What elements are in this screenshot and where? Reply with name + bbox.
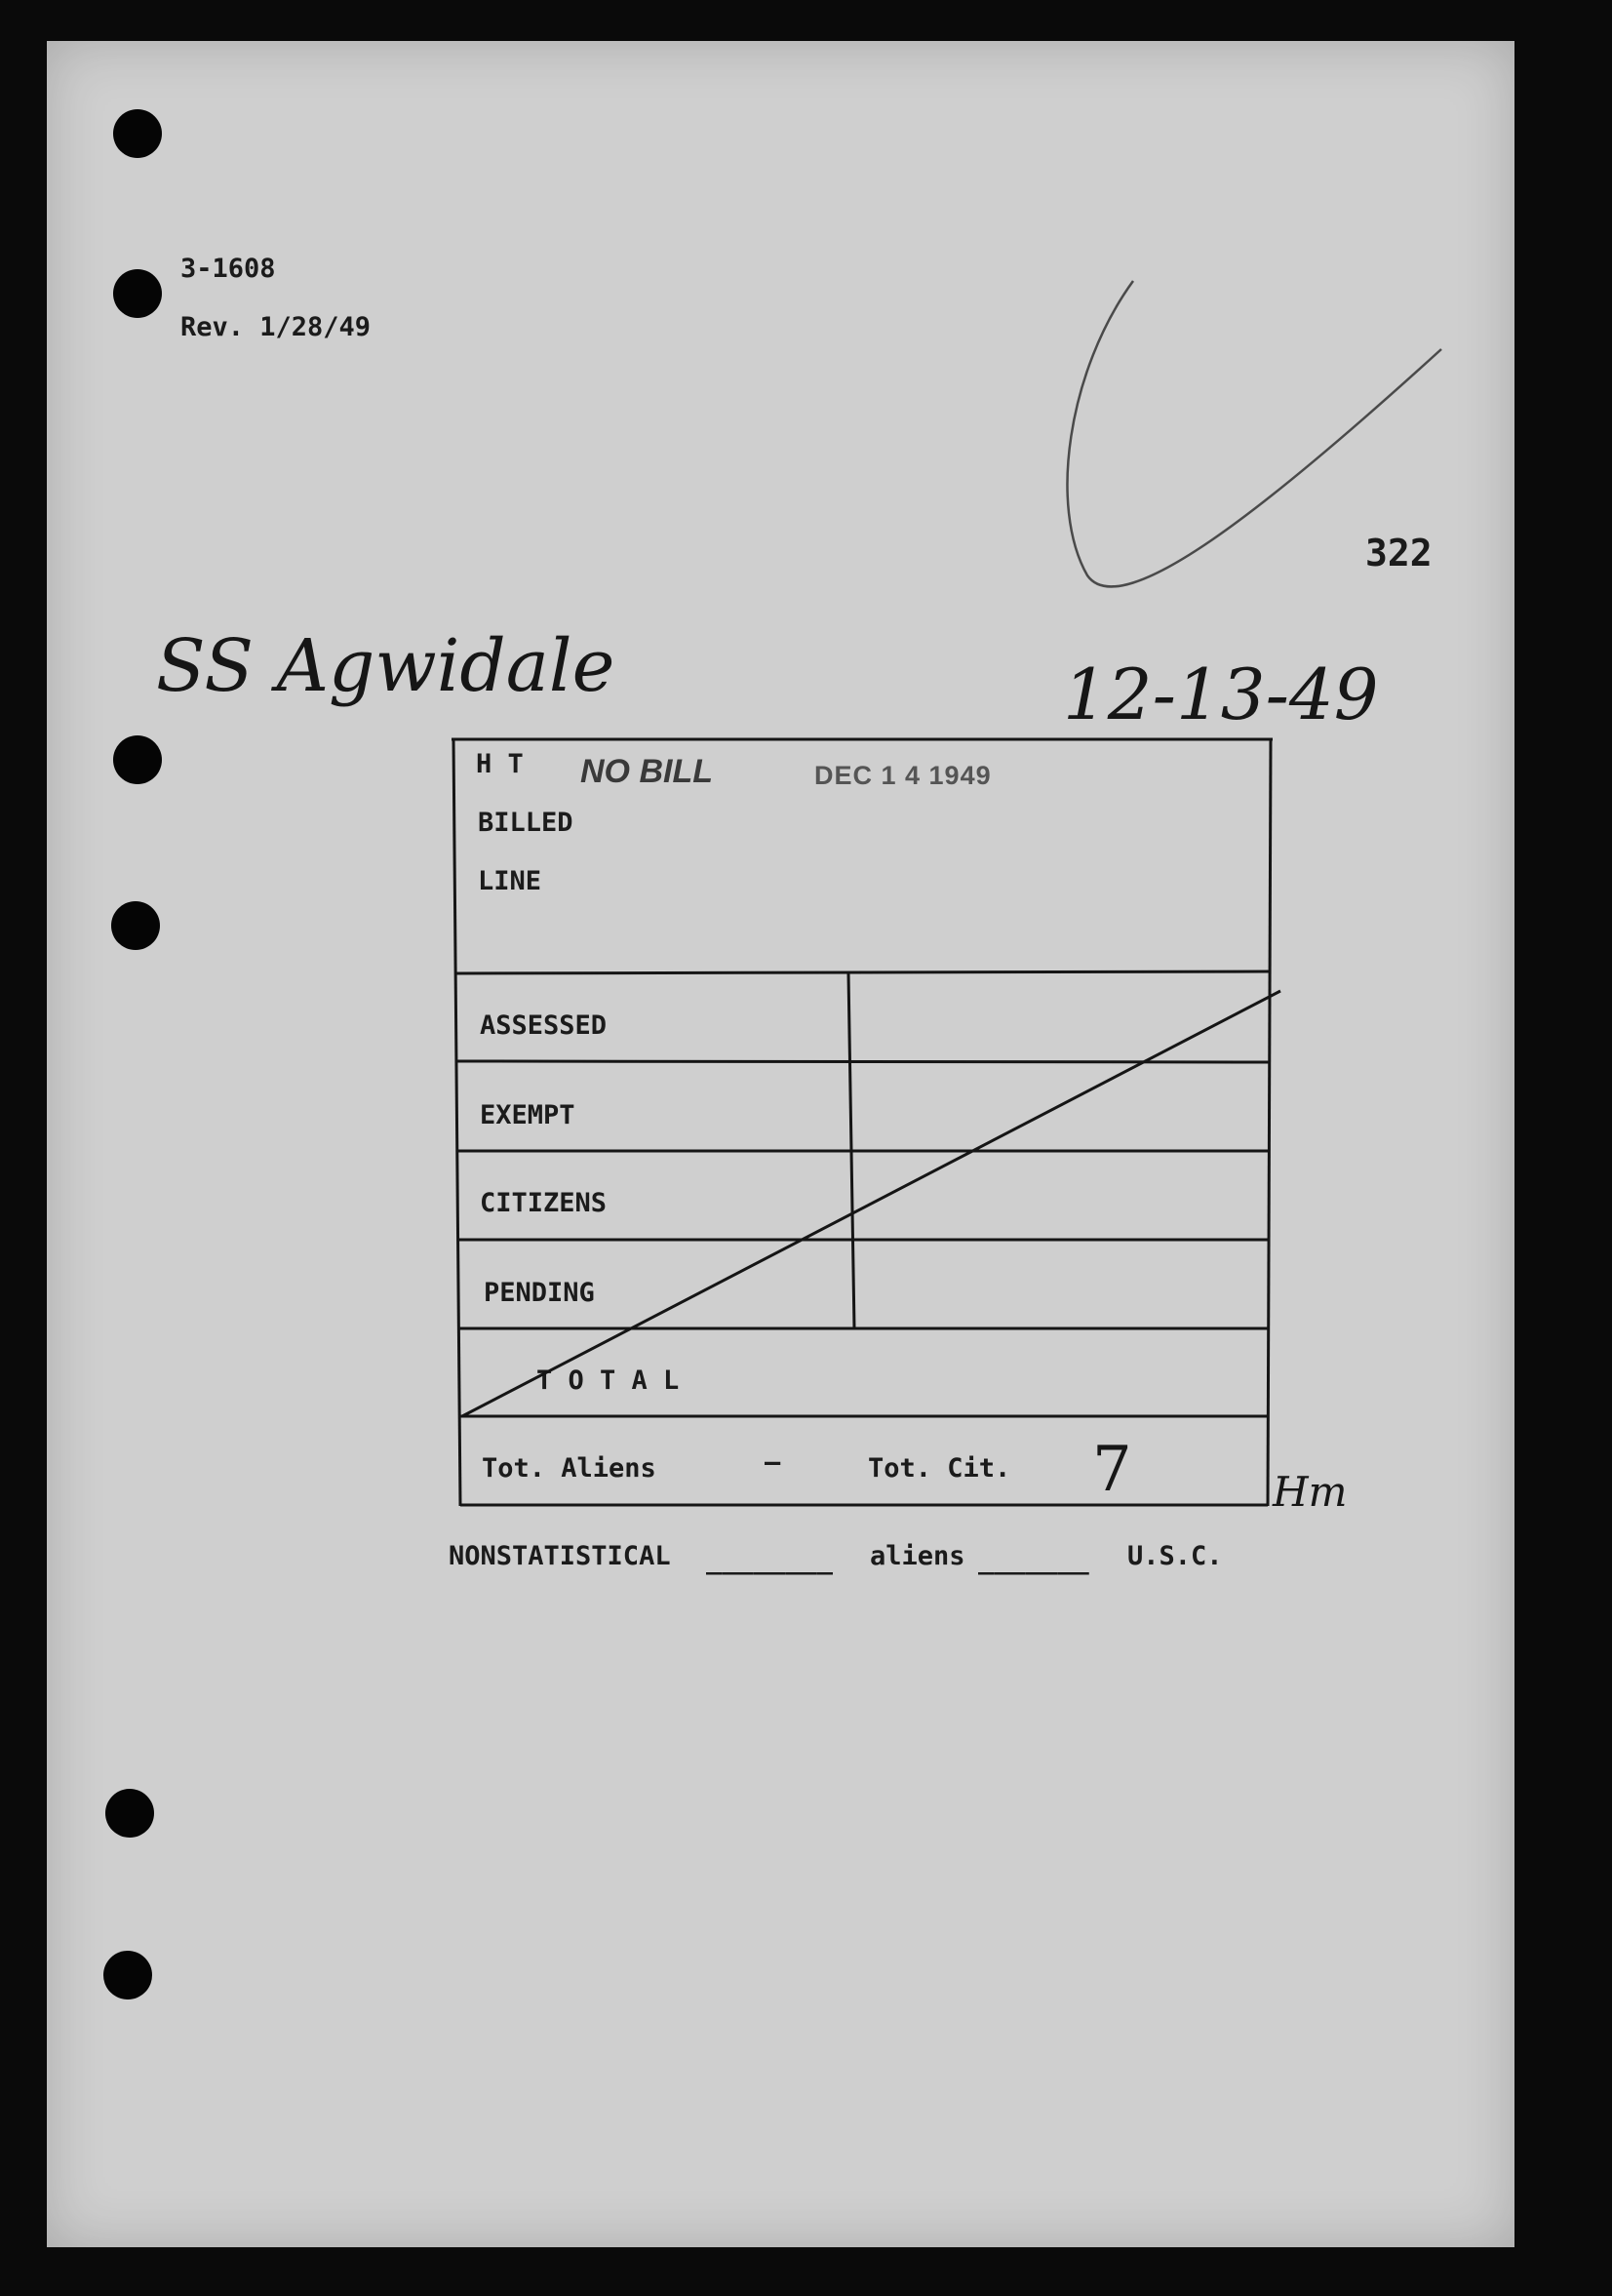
form-number: 3-1608 [180, 254, 276, 284]
citizens-label: CITIZENS [480, 1188, 608, 1218]
handwritten-date: 12-13-49 [1063, 653, 1379, 735]
exempt-label: EXEMPT [480, 1100, 575, 1130]
tot-aliens-value: — [765, 1447, 781, 1478]
check-mark [1067, 281, 1441, 586]
page-number: 322 [1365, 532, 1433, 574]
form-revision: Rev. 1/28/49 [180, 312, 372, 342]
aliens-label: aliens [870, 1541, 965, 1571]
pending-label: PENDING [484, 1278, 595, 1308]
total-label: T O T A L [536, 1366, 680, 1396]
strike-line [462, 991, 1280, 1416]
nonstatistical-label: NONSTATISTICAL [449, 1541, 671, 1571]
assessed-label: ASSESSED [480, 1010, 608, 1041]
nonstat-usc-blank: _______ [978, 1545, 1089, 1575]
tot-cit-value: 7 [1092, 1434, 1132, 1506]
nonstat-aliens-blank: ________ [706, 1545, 834, 1575]
initials: Hm [1273, 1468, 1348, 1516]
tot-cit-label: Tot. Cit. [868, 1453, 1011, 1484]
usc-label: U.S.C. [1127, 1541, 1223, 1571]
billed-label: BILLED [478, 808, 573, 838]
no-bill-stamp: NO BILL [580, 753, 713, 790]
vessel-name: SS Agwidale [156, 624, 615, 708]
line-label: LINE [478, 866, 542, 896]
received-date-stamp: DEC 1 4 1949 [814, 761, 992, 790]
ht-label: H T [476, 749, 524, 779]
tot-aliens-label: Tot. Aliens [482, 1453, 656, 1484]
